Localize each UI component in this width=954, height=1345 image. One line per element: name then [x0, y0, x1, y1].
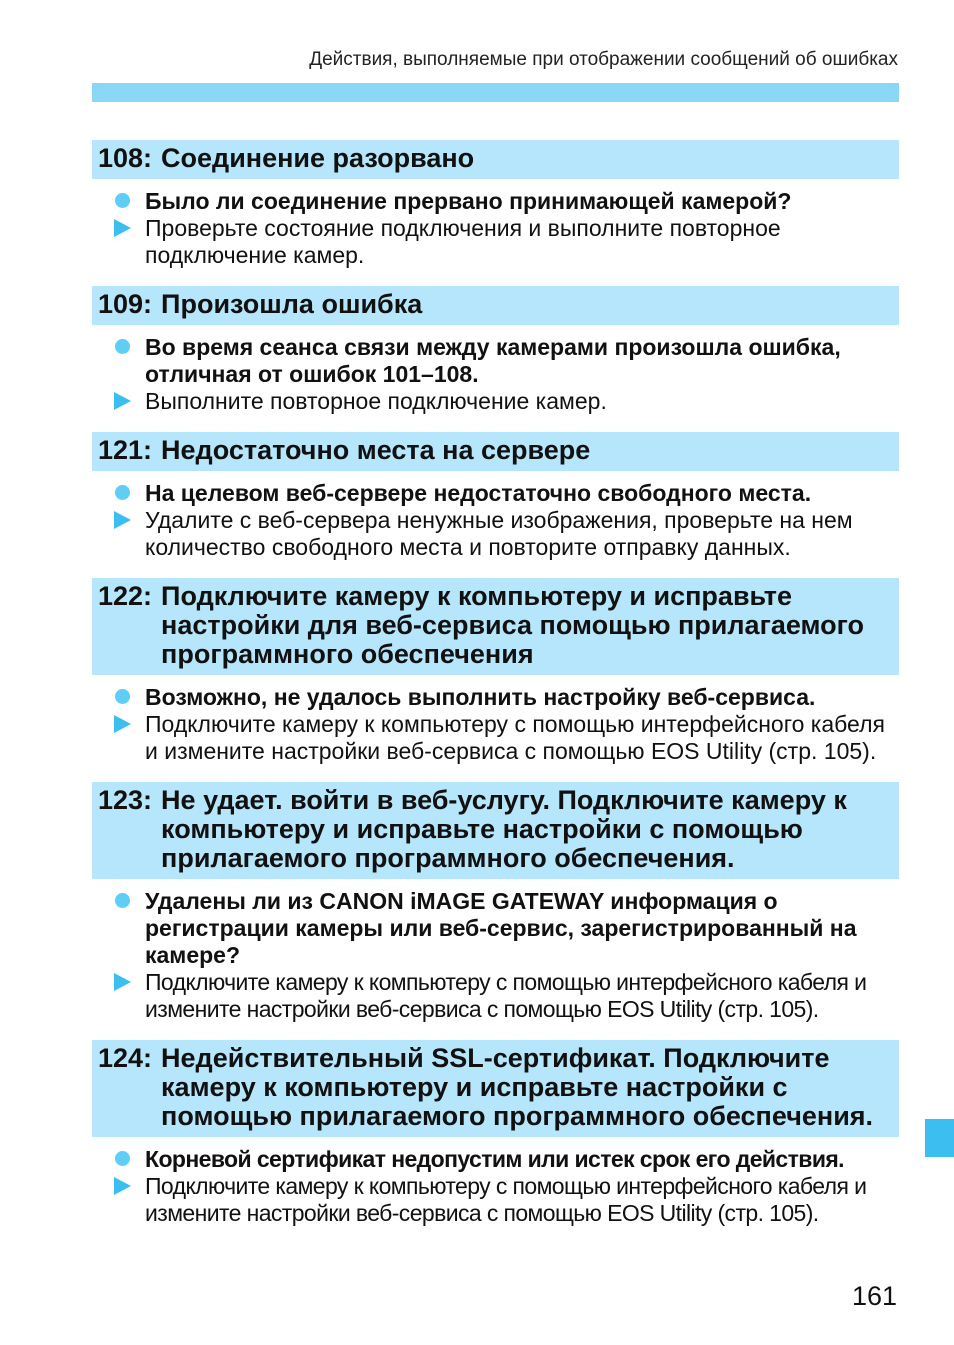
arrow-right-icon [114, 715, 131, 733]
cause-row [114, 684, 899, 711]
cause-row [114, 1146, 899, 1173]
remedy-text: Проверьте состояние подключения и выполните повторное подключение камер. [145, 215, 781, 268]
error-code: 121: [98, 435, 153, 465]
error-title: Подключите камеру к компьютеру и исправьте настройки для веб-сервиса помощью прилагаемого программного обеспечения [161, 581, 864, 669]
bullet-dot-icon [115, 339, 130, 354]
remedy-row [114, 215, 899, 269]
section-heading [92, 432, 899, 471]
remedy-text: Выполните повторное подключение камер. [145, 388, 607, 414]
arrow-right-icon [114, 973, 131, 991]
error-code: 124: [98, 1043, 153, 1073]
section-heading [92, 782, 899, 879]
remedy-text: Удалите с веб-сервера ненужные изображения, проверьте на нем количество свободного места и повторите отправку данных. [145, 507, 853, 560]
section-heading [92, 578, 899, 675]
cause-row [114, 888, 899, 969]
remedy-row [114, 969, 899, 1023]
error-title: Недействительный SSL-сертификат. Подключите камеру к компьютеру и исправьте настройки с помощью прилагаемого программного обеспечения. [161, 1043, 874, 1131]
remedy-row [114, 507, 899, 561]
cause-question: Корневой сертификат недопустим или истек срок его действия. [145, 1146, 844, 1172]
error-section-123 [92, 782, 899, 1023]
error-section-108 [92, 140, 899, 269]
running-header: Действия, выполняемые при отображении сообщений об ошибках [309, 49, 898, 70]
error-code: 122: [98, 581, 153, 611]
section-heading [92, 140, 899, 179]
cause-row [114, 480, 899, 507]
section-heading [92, 1040, 899, 1137]
cause-question: Возможно, не удалось выполнить настройку веб-сервиса. [145, 684, 816, 710]
error-list [92, 140, 899, 1244]
bullet-dot-icon [115, 485, 130, 500]
cause-row [114, 188, 899, 215]
remedy-row [114, 1173, 899, 1227]
arrow-right-icon [114, 219, 131, 237]
remedy-text: Подключите камеру к компьютеру с помощью интерфейсного кабеля и измените настройки веб-сервиса с помощью EOS Utility (стр. 105). [145, 969, 867, 1022]
error-code: 108: [98, 143, 153, 173]
error-title: Произошла ошибка [161, 289, 423, 319]
remedy-row [114, 388, 899, 415]
bullet-dot-icon [115, 689, 130, 704]
arrow-right-icon [114, 511, 131, 529]
page-number: 161 [851, 1281, 897, 1311]
error-title: Не удает. войти в веб-услугу. Подключите камеру к компьютеру и исправьте настройки с помощью прилагаемого программного обеспечения. [161, 785, 847, 873]
error-title: Соединение разорвано [161, 143, 475, 173]
remedy-row [114, 711, 899, 765]
section-heading [92, 286, 899, 325]
bullet-dot-icon [115, 193, 130, 208]
arrow-right-icon [114, 392, 131, 410]
cause-row [114, 334, 899, 388]
error-code: 123: [98, 785, 153, 815]
error-section-122 [92, 578, 899, 765]
cause-question: Во время сеанса связи между камерами произошла ошибка, отличная от ошибок 101–108. [145, 334, 841, 387]
bullet-dot-icon [115, 893, 130, 908]
error-code: 109: [98, 289, 153, 319]
remedy-text: Подключите камеру к компьютеру с помощью интерфейсного кабеля и измените настройки веб-сервиса с помощью EOS Utility (стр. 105). [145, 1173, 867, 1226]
error-section-121 [92, 432, 899, 561]
remedy-text: Подключите камеру к компьютеру с помощью интерфейсного кабеля и измените настройки веб-сервиса с помощью EOS Utility (стр. 105). [145, 711, 885, 764]
cause-question: Было ли соединение прервано принимающей камерой? [145, 188, 792, 214]
bullet-dot-icon [115, 1151, 130, 1166]
chapter-side-tab [925, 1119, 954, 1157]
error-title: Недостаточно места на сервере [161, 435, 591, 465]
error-section-124 [92, 1040, 899, 1227]
cause-question: Удалены ли из CANON iMAGE GATEWAY информация о регистрации камеры или веб-сервис, зарегистрированный на камере? [145, 888, 857, 968]
arrow-right-icon [114, 1177, 131, 1195]
error-section-109 [92, 286, 899, 415]
top-color-bar [92, 83, 899, 102]
cause-question: На целевом веб-сервере недостаточно свободного места. [145, 480, 812, 506]
